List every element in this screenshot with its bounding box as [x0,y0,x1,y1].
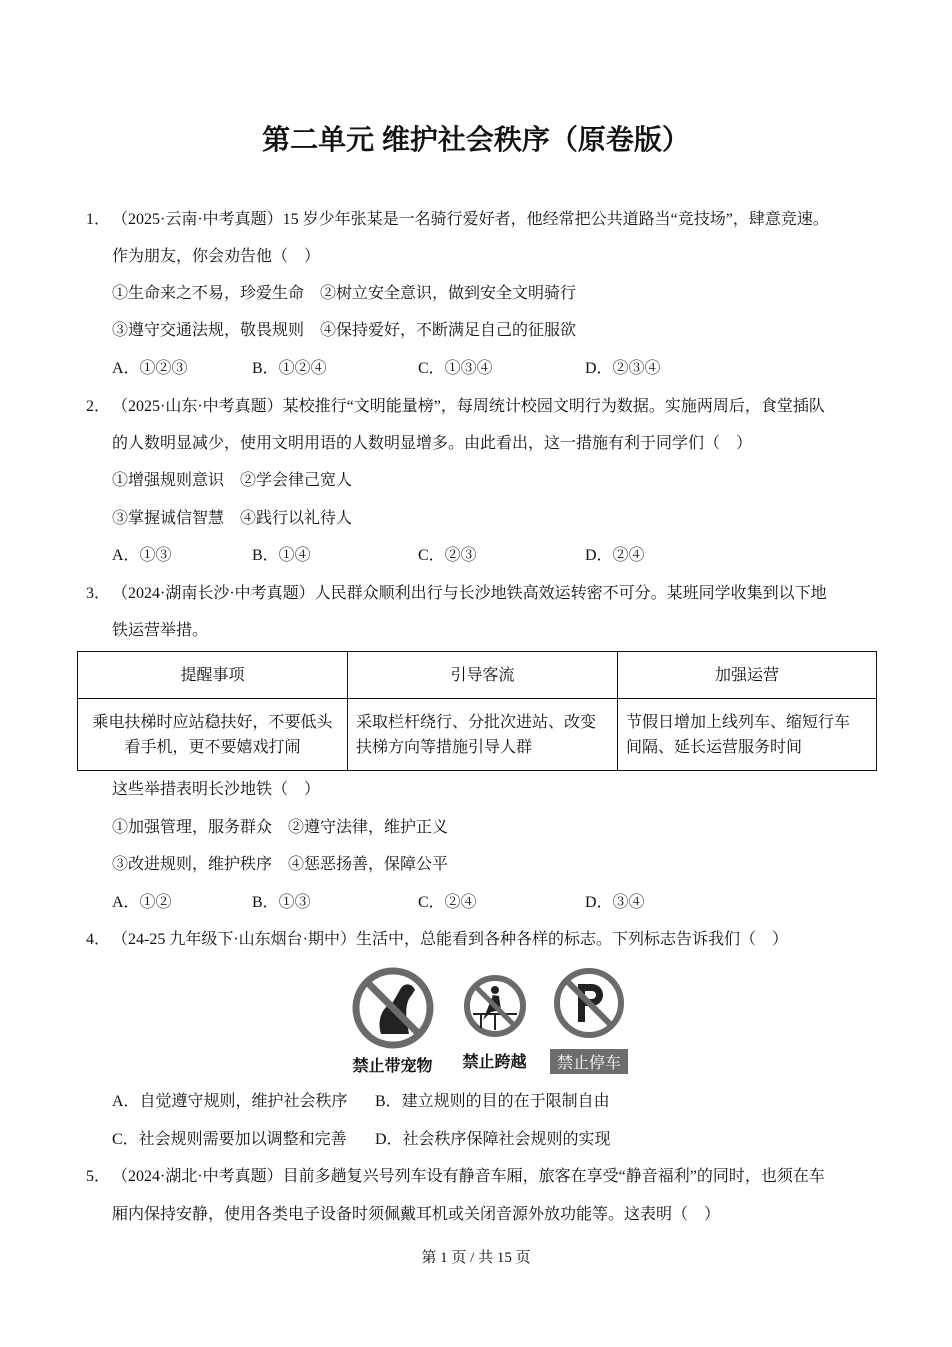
question-number: 5． [86,1168,111,1185]
option-c: C．②③ [418,547,477,564]
question-text: 的人数明显减少，使用文明用语的人数明显增多。由此看出，这一措施有利于同学们（ ） [112,435,753,452]
cell-line: 看手机，更不要嬉戏打闹 [124,738,301,756]
cell-line: 采取栏杆绕行、分批次进站、改变 [356,713,597,731]
measures-table [77,651,877,771]
prohibition-signs [345,966,625,1076]
option-a: A．①③ [112,547,172,564]
option-a: A．自觉遵守规则，维护社会秩序 [112,1093,348,1110]
cell-line: 节假日增加上线列车、缩短行车 [626,713,851,731]
sign-label: 禁止停车 [550,1049,628,1074]
no-parking-icon [552,966,626,1040]
option-a: A．①②③ [112,360,188,377]
statement: ③改进规则，维护秩序 ④惩恶扬善，保障公平 [112,856,449,873]
no-crossing-sign [457,974,532,1072]
question-number: 1． [86,211,111,228]
option-d: D．社会秩序保障社会规则的实现 [375,1131,611,1148]
option-d: D．③④ [585,894,645,911]
no-parking-sign [550,966,628,1074]
option-c: C．②④ [418,894,477,911]
question-text: 铁运营举措。 [112,622,209,639]
option-c: C．①③④ [418,360,493,377]
question-text: （24-25 九年级下·山东烟台·期中）生活中，总能看到各种各样的标志。下列标志告诉我们（ ） [112,931,788,948]
statement: ③掌握诚信智慧 ④践行以礼待人 [112,510,353,527]
table-header: 引导客流 [348,652,618,699]
question-text: （2024·湖南长沙·中考真题）人民群众顺利出行与长沙地铁高效运转密不可分。某班同学收集到以下地 [112,585,827,602]
option-a: A．①② [112,894,172,911]
question-number: 3． [86,585,111,602]
cell-line: 乘电扶梯时应站稳扶好，不要低头 [92,713,333,731]
table-header: 加强运营 [618,652,877,699]
question-text: 这些举措表明长沙地铁（ ） [112,781,321,798]
table-cell [618,699,877,771]
option-b: B．①②④ [252,360,327,377]
page-title: 第二单元 维护社会秩序（原卷版） [262,124,690,155]
question-text: 作为朋友，你会劝告他（ ） [112,248,321,265]
cell-line: 间隔、延长运营服务时间 [626,738,803,756]
statement: ①加强管理，服务群众 ②遵守法律，维护正义 [112,819,449,836]
option-d: D．②④ [585,547,645,564]
question-number: 2． [86,398,111,415]
statement: ①增强规则意识 ②学会律己宽人 [112,472,353,489]
question-number: 4． [86,931,111,948]
option-b: B．①③ [252,894,311,911]
option-d: D．②③④ [585,360,661,377]
table-header: 提醒事项 [78,652,348,699]
sign-label: 禁止带宠物 [352,1058,433,1075]
question-text: （2025·云南·中考真题）15 岁少年张某是一名骑行爱好者，他经常把公共道路当“竞技场”，肆意竞速。 [112,211,829,228]
statement: ①生命来之不易，珍爱生命 ②树立安全意识，做到安全文明骑行 [112,285,577,302]
no-pets-icon [351,966,435,1050]
no-crossing-icon [463,974,527,1038]
page-footer: 第 1 页 / 共 15 页 [421,1250,531,1266]
no-pets-sign [345,966,440,1076]
cell-line: 扶梯方向等措施引导人群 [356,738,533,756]
question-text: （2024·湖北·中考真题）目前多趟复兴号列车设有静音车厢，旅客在享受“静音福利”的同时，也须在车 [112,1168,825,1185]
question-text: 厢内保持安静，使用各类电子设备时须佩戴耳机或关闭音源外放功能等。这表明（ ） [112,1206,721,1223]
option-c: C．社会规则需要加以调整和完善 [112,1131,347,1148]
sign-label: 禁止跨越 [462,1054,527,1071]
option-b: B．①④ [252,547,311,564]
question-text: （2025·山东·中考真题）某校推行“文明能量榜”，每周统计校园文明行为数据。实施两周后，食堂插队 [112,398,825,415]
option-b: B．建立规则的目的在于限制自由 [375,1093,610,1110]
table-cell [348,699,618,771]
table-cell [78,699,348,771]
statement: ③遵守交通法规，敬畏规则 ④保持爱好，不断满足自己的征服欲 [112,322,577,339]
